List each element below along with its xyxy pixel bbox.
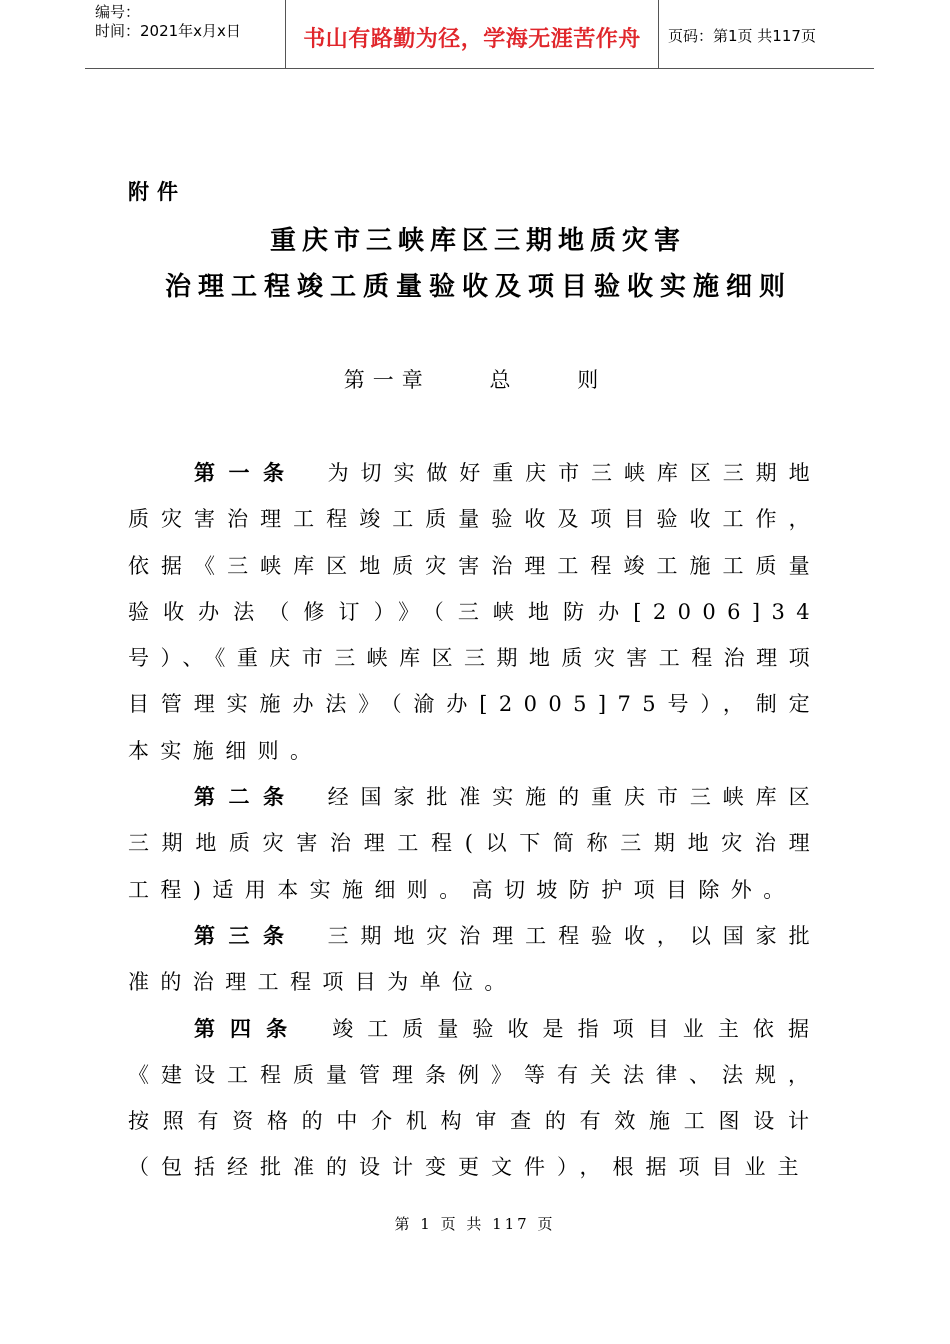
document-title-line-2: 治理工程竣工质量验收及项目验收实施细则	[164, 272, 792, 302]
article-4	[128, 1006, 821, 1191]
motto-text: 书山有路勤为径，学海无涯苦作舟	[303, 27, 641, 52]
article-label: 第二条	[194, 784, 298, 810]
header-motto-cell	[285, 0, 659, 68]
article-label: 第四条	[194, 1015, 303, 1041]
article-3	[128, 913, 821, 1006]
article-label: 第三条	[194, 922, 298, 948]
header-info-cell	[85, 0, 285, 68]
document-body	[128, 450, 821, 1191]
article-2	[128, 774, 821, 913]
document-number-label: 编号：	[95, 3, 141, 21]
article-text: 为切实做好重庆市三峡库区三期地质灾害治理工程竣工质量验收及项目验收工作，依据《三峡库区地质灾害治理工程竣工施工质量验收办法（修订）》（三峡地防办[2006]34号）、《重庆市三峡库区三期地质灾害工程治理项目管理实施办法》（渝办[2005]75号），制定本实施细则。	[128, 461, 822, 763]
article-text: 竣工质量验收是指项目业主依据《建设工程质量管理条例》等有关法律、法规，按照有资格的中介机构审查的有效施工图设计（包括经批准的设计变更文件），根据项目业主	[128, 1016, 821, 1180]
document-title-line-1: 重庆市三峡库区三期地质灾害	[269, 226, 686, 256]
header-page-cell	[658, 0, 874, 68]
page-footer: 第 1 页 共 117 页	[394, 1215, 556, 1233]
chapter-heading: 第一章 总 则	[343, 368, 607, 392]
page-header	[85, 0, 874, 69]
article-text: 经国家批准实施的重庆市三峡库区三期地质灾害治理工程(以下简称三期地灾治理工程)适用本实施细则。高切坡防护项目除外。	[128, 785, 822, 902]
attachment-label: 附件	[128, 179, 186, 204]
page-code: 页码：第1页 共117页	[668, 27, 816, 45]
article-label: 第一条	[194, 460, 298, 485]
article-1	[128, 450, 821, 774]
article-text: 三期地灾治理工程验收，以国家批准的治理工程项目为单位。	[128, 923, 822, 995]
document-time-label: 时间：2021年x月x日	[95, 22, 241, 40]
